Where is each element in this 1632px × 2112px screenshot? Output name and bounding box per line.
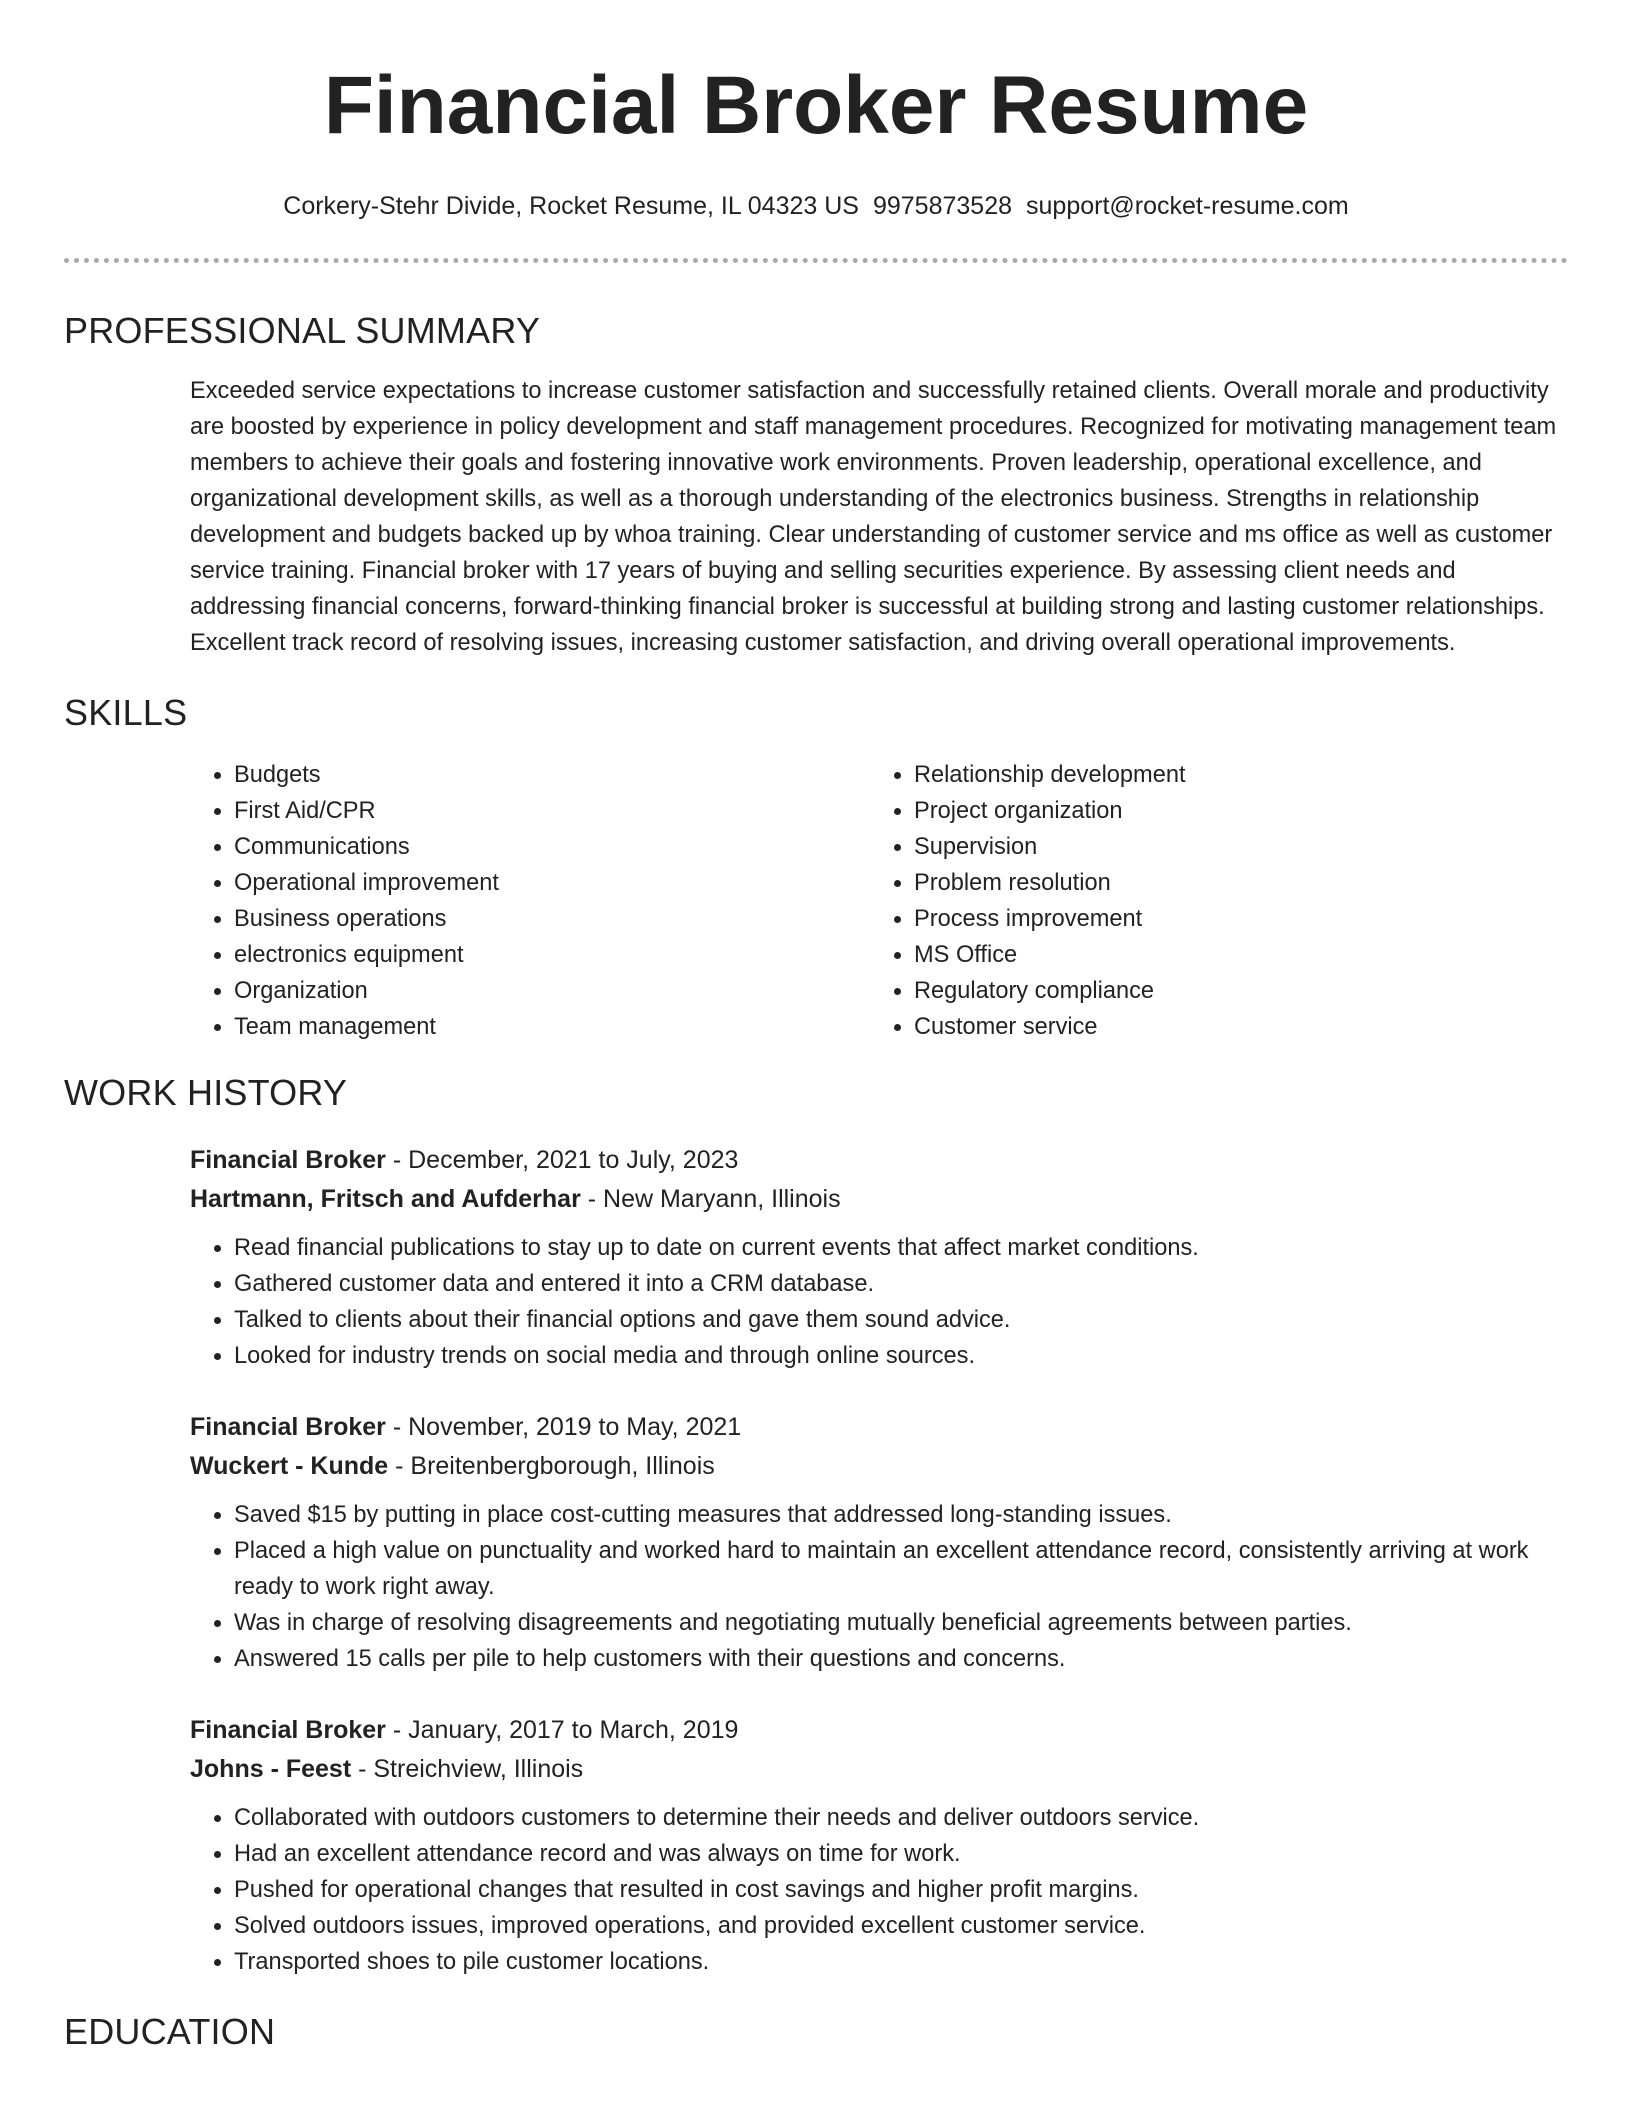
job-title: Financial Broker xyxy=(190,1413,386,1441)
skill-item: • Process improvement xyxy=(914,901,1186,937)
skill-item: • Business operations xyxy=(234,901,870,937)
education-heading: EDUCATION xyxy=(64,2011,276,2052)
job-bullet: • Collaborated with outdoors customers to determine their needs and deliver outdoors service. xyxy=(234,1800,1568,1836)
job-title-line xyxy=(190,1408,1568,1447)
skill-item: • Communications xyxy=(234,829,870,865)
job-location: - New Maryann, Illinois xyxy=(580,1185,841,1213)
job-location: - Streichview, Illinois xyxy=(351,1755,584,1783)
skill-item: • Project organization xyxy=(914,793,1186,829)
job-company: Hartmann, Fritsch and Aufderhar xyxy=(190,1185,581,1213)
skill-item: • electronics equipment xyxy=(234,937,870,973)
skills-column-right xyxy=(870,757,1186,1045)
contact-address: Corkery-Stehr Divide, Rocket Resume, IL 04323 US xyxy=(283,192,859,220)
job-bullet: • Solved outdoors issues, improved operations, and provided excellent customer service. xyxy=(234,1908,1568,1944)
job-bullet: • Read financial publications to stay up to date on current events that affect market conditions. xyxy=(234,1230,1568,1266)
job-dates: - January, 2017 to March, 2019 xyxy=(385,1716,739,1744)
job-location: - Breitenbergborough, Illinois xyxy=(388,1452,715,1480)
skills-heading: SKILLS xyxy=(64,692,188,733)
skills-column-left xyxy=(190,757,870,1045)
skill-item: • First Aid/CPR xyxy=(234,793,870,829)
job-title: Financial Broker xyxy=(190,1716,386,1744)
contact-email: support@rocket-resume.com xyxy=(1026,192,1349,220)
job-bullets xyxy=(190,1800,1568,1980)
skill-item: • Regulatory compliance xyxy=(914,973,1186,1009)
job-bullet: • Placed a high value on punctuality and worked hard to maintain an excellent attendance record, consistently arriving at work ready to work right away. xyxy=(234,1533,1568,1605)
job-company-line xyxy=(190,1447,1568,1486)
job-title-line xyxy=(190,1141,1568,1180)
job-bullet: • Pushed for operational changes that resulted in cost savings and higher profit margins. xyxy=(234,1872,1568,1908)
skill-item: • Problem resolution xyxy=(914,865,1186,901)
skill-item: • Operational improvement xyxy=(234,865,870,901)
job-bullets xyxy=(190,1497,1568,1677)
job-bullet: • Looked for industry trends on social media and through online sources. xyxy=(234,1338,1568,1374)
skill-item: • Organization xyxy=(234,973,870,1009)
job-bullets xyxy=(190,1230,1568,1374)
skill-item: • MS Office xyxy=(914,937,1186,973)
contact-phone: 9975873528 xyxy=(872,192,1013,220)
skills-list xyxy=(190,757,1568,1045)
job-dates: - November, 2019 to May, 2021 xyxy=(385,1413,742,1441)
job-title-line xyxy=(190,1711,1568,1750)
job-company-line xyxy=(190,1750,1568,1789)
job-bullet: • Saved $15 by putting in place cost-cutting measures that addressed long-standing issues. xyxy=(234,1497,1568,1533)
work-heading: WORK HISTORY xyxy=(64,1072,348,1113)
job-bullet: • Answered 15 calls per pile to help customers with their questions and concerns. xyxy=(234,1641,1568,1677)
summary-text: Exceeded service expectations to increase customer satisfaction and successfully retained clients. Overall morale and productivity are boosted by experience in policy development and staff management procedures. Recognized for motivating management team members to achieve their goals and fostering innovative work environments. Proven leadership, operational excellence, and organizational development skills, as well as a thorough understanding of the electronics business. Strengths in relationship development and budgets backed up by whoa training. Clear understanding of customer service and ms office as well as customer service training. Financial broker with 17 years of buying and selling securities experience. By assessing client needs and addressing financial concerns, forward-thinking financial broker is successful at building strong and lasting customer relationships. Excellent track record of resolving issues, increasing customer satisfaction, and driving overall operational improvements. xyxy=(190,378,1557,656)
skill-item: • Customer service xyxy=(914,1009,1186,1045)
job-company: Johns - Feest xyxy=(190,1755,352,1783)
job-entry xyxy=(190,1408,1568,1677)
skill-item: • Supervision xyxy=(914,829,1186,865)
summary-heading: PROFESSIONAL SUMMARY xyxy=(64,310,541,351)
job-title: Financial Broker xyxy=(190,1146,386,1174)
header-divider xyxy=(64,258,1568,263)
resume-title: Financial Broker Resume xyxy=(323,60,1309,151)
job-company-line xyxy=(190,1180,1568,1219)
job-entry xyxy=(190,1711,1568,1980)
job-bullet: • Was in charge of resolving disagreements and negotiating mutually beneficial agreements between parties. xyxy=(234,1605,1568,1641)
job-bullet: • Transported shoes to pile customer locations. xyxy=(234,1944,1568,1980)
job-bullet: • Had an excellent attendance record and was always on time for work. xyxy=(234,1836,1568,1872)
job-company: Wuckert - Kunde xyxy=(190,1452,389,1480)
skill-item: • Team management xyxy=(234,1009,870,1045)
job-bullet: • Gathered customer data and entered it into a CRM database. xyxy=(234,1266,1568,1302)
job-dates: - December, 2021 to July, 2023 xyxy=(385,1146,739,1174)
contact-line xyxy=(64,190,1568,222)
job-bullet: • Talked to clients about their financial options and gave them sound advice. xyxy=(234,1302,1568,1338)
skill-item: • Relationship development xyxy=(914,757,1186,793)
job-entry xyxy=(190,1141,1568,1374)
skill-item: • Budgets xyxy=(234,757,870,793)
